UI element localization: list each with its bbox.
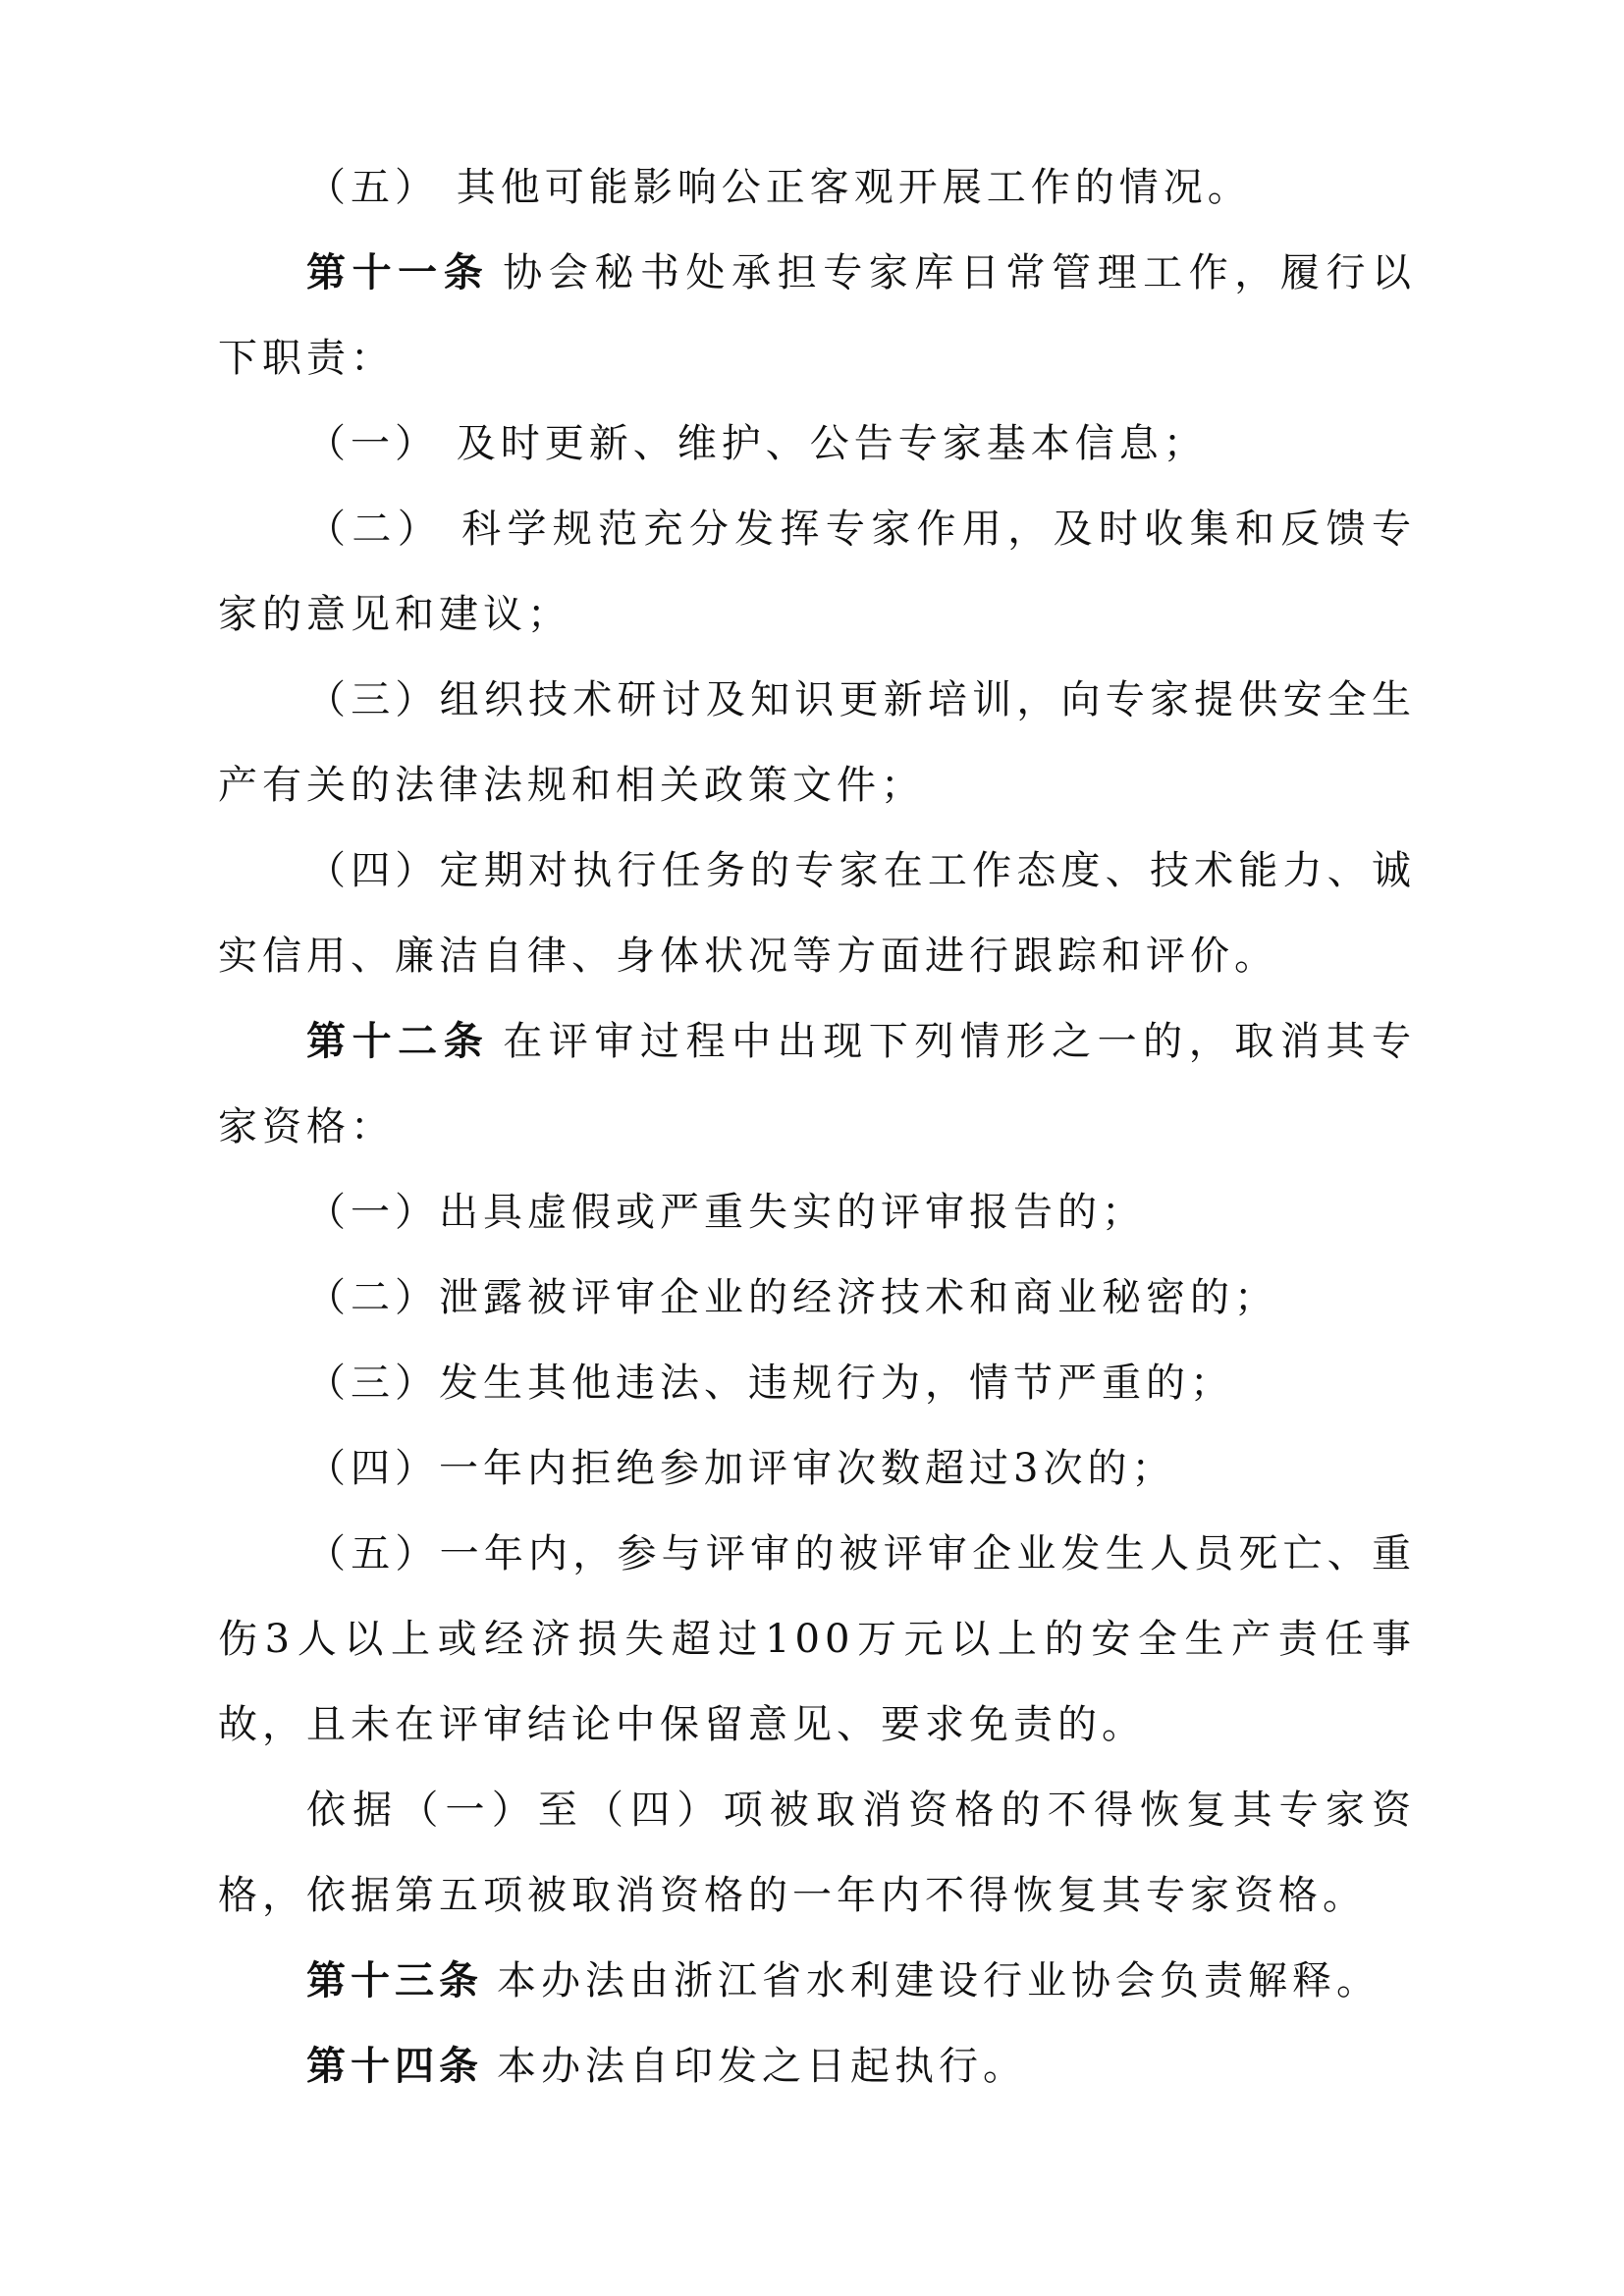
article-12-item-3 xyxy=(218,1341,1416,1426)
paragraph-text: （四）定期对执行任务的专家在工作态度、技术能力、诚实信用、廉洁自律、身体状况等方面进行跟踪和评价。 xyxy=(218,848,1416,979)
article-label: 第十二条 xyxy=(306,1019,490,1064)
paragraph-text: （一） 及时更新、维护、公告专家基本信息； xyxy=(306,421,1208,466)
paragraph-text: （五）一年内，参与评审的被评审企业发生人员死亡、重伤3人以上或经济损失超过100万元以上的安全生产责任事故，且未在评审结论中保留意见、要求免责的。 xyxy=(218,1531,1416,1747)
article-label: 第十三条 xyxy=(306,1958,483,2003)
article-11-item-1 xyxy=(218,401,1416,487)
article-label: 第十一条 xyxy=(306,250,490,295)
paragraph-text: （四）一年内拒绝参加评审次数超过3次的； xyxy=(306,1446,1176,1491)
article-12-note xyxy=(218,1768,1416,1939)
article-11-item-3 xyxy=(218,658,1416,828)
paragraph-text: （二） 科学规范充分发挥专家作用，及时收集和反馈专家的意见和建议； xyxy=(218,507,1416,637)
paragraph-text: （五） 其他可能影响公正客观开展工作的情况。 xyxy=(306,165,1252,210)
article-13 xyxy=(218,1939,1416,2024)
paragraph-text: 本办法由浙江省水利建设行业协会负责解释。 xyxy=(497,1958,1380,2003)
article-12-item-1 xyxy=(218,1170,1416,1255)
article-11-item-2 xyxy=(218,487,1416,658)
paragraph-text: 在评审过程中出现下列情形之一的，取消其专家资格： xyxy=(218,1019,1417,1149)
article-11 xyxy=(218,231,1416,401)
article-12-item-2 xyxy=(218,1255,1416,1341)
article-11-item-4 xyxy=(218,828,1416,999)
paragraph-text: 协会秘书处承担专家库日常管理工作，履行以下职责： xyxy=(218,250,1417,381)
article-12-item-4 xyxy=(218,1426,1416,1512)
article-12-item-5 xyxy=(218,1512,1416,1768)
article-label: 第十四条 xyxy=(306,2044,483,2089)
article-14 xyxy=(218,2024,1416,2109)
paragraph-text: （一）出具虚假或严重失实的评审报告的； xyxy=(306,1190,1146,1235)
paragraph-text: 依据（一）至（四）项被取消资格的不得恢复其专家资格，依据第五项被取消资格的一年内不得恢复其专家资格。 xyxy=(218,1788,1416,1918)
document-page xyxy=(218,145,1416,2109)
article-12 xyxy=(218,999,1416,1170)
paragraph-text: （三）发生其他违法、违规行为，情节严重的； xyxy=(306,1361,1234,1406)
paragraph-item-5-conflict xyxy=(218,145,1416,231)
paragraph-text: 本办法自印发之日起执行。 xyxy=(497,2044,1027,2089)
paragraph-text: （三）组织技术研讨及知识更新培训，向专家提供安全生产有关的法律法规和相关政策文件； xyxy=(218,677,1416,808)
paragraph-text: （二）泄露被评审企业的经济技术和商业秘密的； xyxy=(306,1275,1278,1320)
